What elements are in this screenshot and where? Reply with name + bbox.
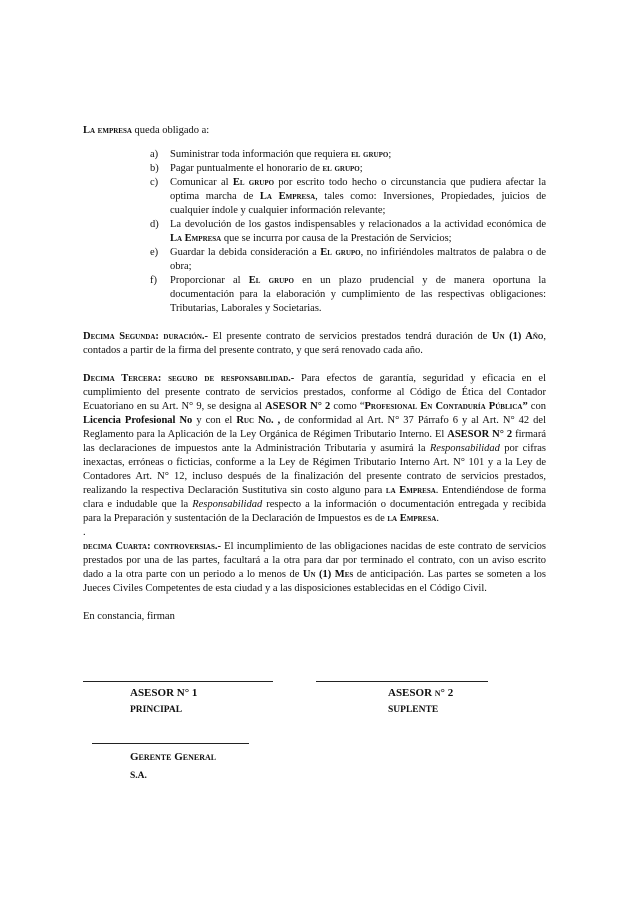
party-name: La Empresa (170, 233, 222, 244)
signer-name: ASESOR n° 2 (388, 687, 454, 699)
list-text: Suministrar toda información que requiera (170, 149, 352, 160)
clause-emphasis: Ruc No. , (236, 415, 281, 426)
list-text: , tales como: Inversiones, Propiedades, juicios de cualquier índole y cualquier información relevante; (170, 191, 546, 216)
clause-text: con (527, 401, 546, 412)
signature-block-asesor-1 (83, 681, 273, 717)
list-item (150, 176, 546, 218)
clause-text: El presente contrato de servicios prestados tendrá duración de (208, 331, 492, 342)
clause-text: firmará las declaraciones de impuestos ante la Administración Tributaria y asumirá la (83, 429, 546, 454)
party-name: El grupo (248, 275, 294, 286)
clause-text: por cifras inexactas, erróneas o ficticias, conforme a la Ley de Régimen Tributario Interno Art. N° 101 y a la Ley de Contadores Art. N° 12, incluso después de la finalización del presente contrato de servicios prestados, realizando la respectiva Declaración Sustitutiva sin costo alguno para (83, 443, 546, 496)
list-text: Proporcionar al (170, 275, 249, 286)
signer-name: Gerente General (130, 751, 217, 763)
clause-text: y con el (192, 415, 237, 426)
clause-text: como “ (330, 401, 365, 412)
intro-text: queda obligado a: (131, 125, 210, 136)
list-letter: b) (150, 163, 159, 174)
party-name: La Empresa (259, 191, 316, 202)
clause-text: , contados a partir de la firma del presente contrato, y que será renovado cada año. (83, 331, 546, 356)
clause-heading: decima Cuarta: controversias.- (83, 541, 221, 552)
party-name: El grupo (232, 177, 275, 188)
clause-emphasis: ASESOR N° 2 (447, 429, 513, 440)
clause-emphasis: Licencia Profesional No (83, 415, 193, 426)
signature-block-asesor-2 (316, 681, 488, 717)
signature-block-gerente (92, 743, 249, 783)
list-item (150, 246, 546, 274)
list-item (150, 218, 546, 246)
list-letter: c) (150, 177, 159, 188)
list-item (150, 148, 546, 162)
clause-text: respecto a la información o documentación entregada y recibida para la Preparación y sustentación de la Declaración de Impuestos es de (83, 499, 546, 524)
signature-line (316, 681, 488, 682)
clause-emphasis: ASESOR N° 2 (265, 401, 331, 412)
list-text: Comunicar al (170, 177, 233, 188)
clause-text: . Entendiéndose de forma clara e indudable que la (83, 485, 546, 510)
list-text: Guardar la debida consideración a (170, 247, 321, 258)
party-name: el grupo (351, 149, 389, 160)
signature-line (83, 681, 273, 682)
list-item (150, 162, 546, 176)
signature-line (92, 743, 249, 744)
clause-cuarta (83, 540, 546, 596)
party-name: La empresa (83, 125, 132, 136)
list-text: , no infiriéndoles maltratos de palabra o de obra; (170, 247, 547, 272)
clause-tercera (83, 372, 546, 526)
list-text: por escrito todo hecho o circunstancia que pudiera afectar la optima marcha de (170, 177, 547, 202)
list-text: La devolución de los gastos indispensables y relacionados a la actividad económica de (170, 219, 546, 230)
list-text: ; (359, 163, 363, 174)
signer-name: ASESOR N° 1 (130, 687, 198, 699)
clause-text: de anticipación. Las partes se someten a los Jueces Civiles Competentes de esta ciudad y a las disposiciones establecidas en el Código Civil. (83, 569, 547, 594)
clause-text: . (436, 513, 439, 524)
list-letter: e) (150, 247, 159, 258)
clause-text: de conformidad al Art. N° 37 Párrafo 6 y al Art. N° 42 del Reglamento para la Aplicación de la Ley Orgánica de Régimen Tributario Interno. El (83, 415, 546, 440)
list-text: ; (388, 149, 392, 160)
signer-role: SUPLENTE (388, 705, 439, 715)
clause-emphasis: Un (1) Mes (302, 569, 354, 580)
clause-emphasis: Un (1) Año (491, 331, 544, 342)
signer-role: PRINCIPAL (130, 705, 183, 715)
clause-text: El incumplimiento de las obligaciones nacidas de este contrato de servicios prestados por una de las partes, facultará a la otra para dar por terminado el contrato, con un aviso escrito dado a la otra parte con un periodo a lo menos de (83, 541, 546, 580)
clause-emphasis: la Empresa (385, 485, 436, 496)
duties-list (83, 148, 546, 316)
signer-role: S.A. (130, 771, 147, 781)
list-text: que se incurra por causa de la Prestación de Servicios; (221, 233, 452, 244)
intro-paragraph (83, 124, 546, 138)
clause-heading: Decima Tercera: seguro de responsabilidad.- (83, 373, 295, 384)
list-letter: d) (150, 219, 159, 230)
list-letter: f) (150, 275, 157, 286)
clause-emphasis: Profesional En Contaduría Pública” (364, 401, 528, 412)
list-item (150, 274, 546, 316)
clause-heading: Decima Segunda: duración.- (83, 331, 209, 342)
clause-emphasis: la Empresa (387, 513, 437, 524)
list-text: Pagar puntualmente el honorario de (170, 163, 323, 174)
clause-text: Para efectos de garantía, seguridad y eficacia en el cumplimiento del presente contrato de servicios prestados, conforme al Código de Ética del Contador Ecuatoriano en su Art. N° 9, se designa al (83, 373, 546, 412)
document-body (83, 124, 546, 624)
dot-separator: . (83, 527, 86, 538)
party-name: El grupo (320, 247, 361, 258)
party-name: el grupo (322, 163, 360, 174)
clause-italic: Responsabilidad (192, 499, 263, 510)
list-letter: a) (150, 149, 159, 160)
list-text: en un plazo prudencial y de manera oportuna la documentación para la elaboración y cumplimiento de las respectivas obligaciones: Tributarias, Laborales y Societarias. (170, 275, 546, 314)
clause-segunda (83, 330, 546, 358)
closing-line: En constancia, firman (83, 611, 175, 622)
clause-italic: Responsabilidad (429, 443, 500, 454)
